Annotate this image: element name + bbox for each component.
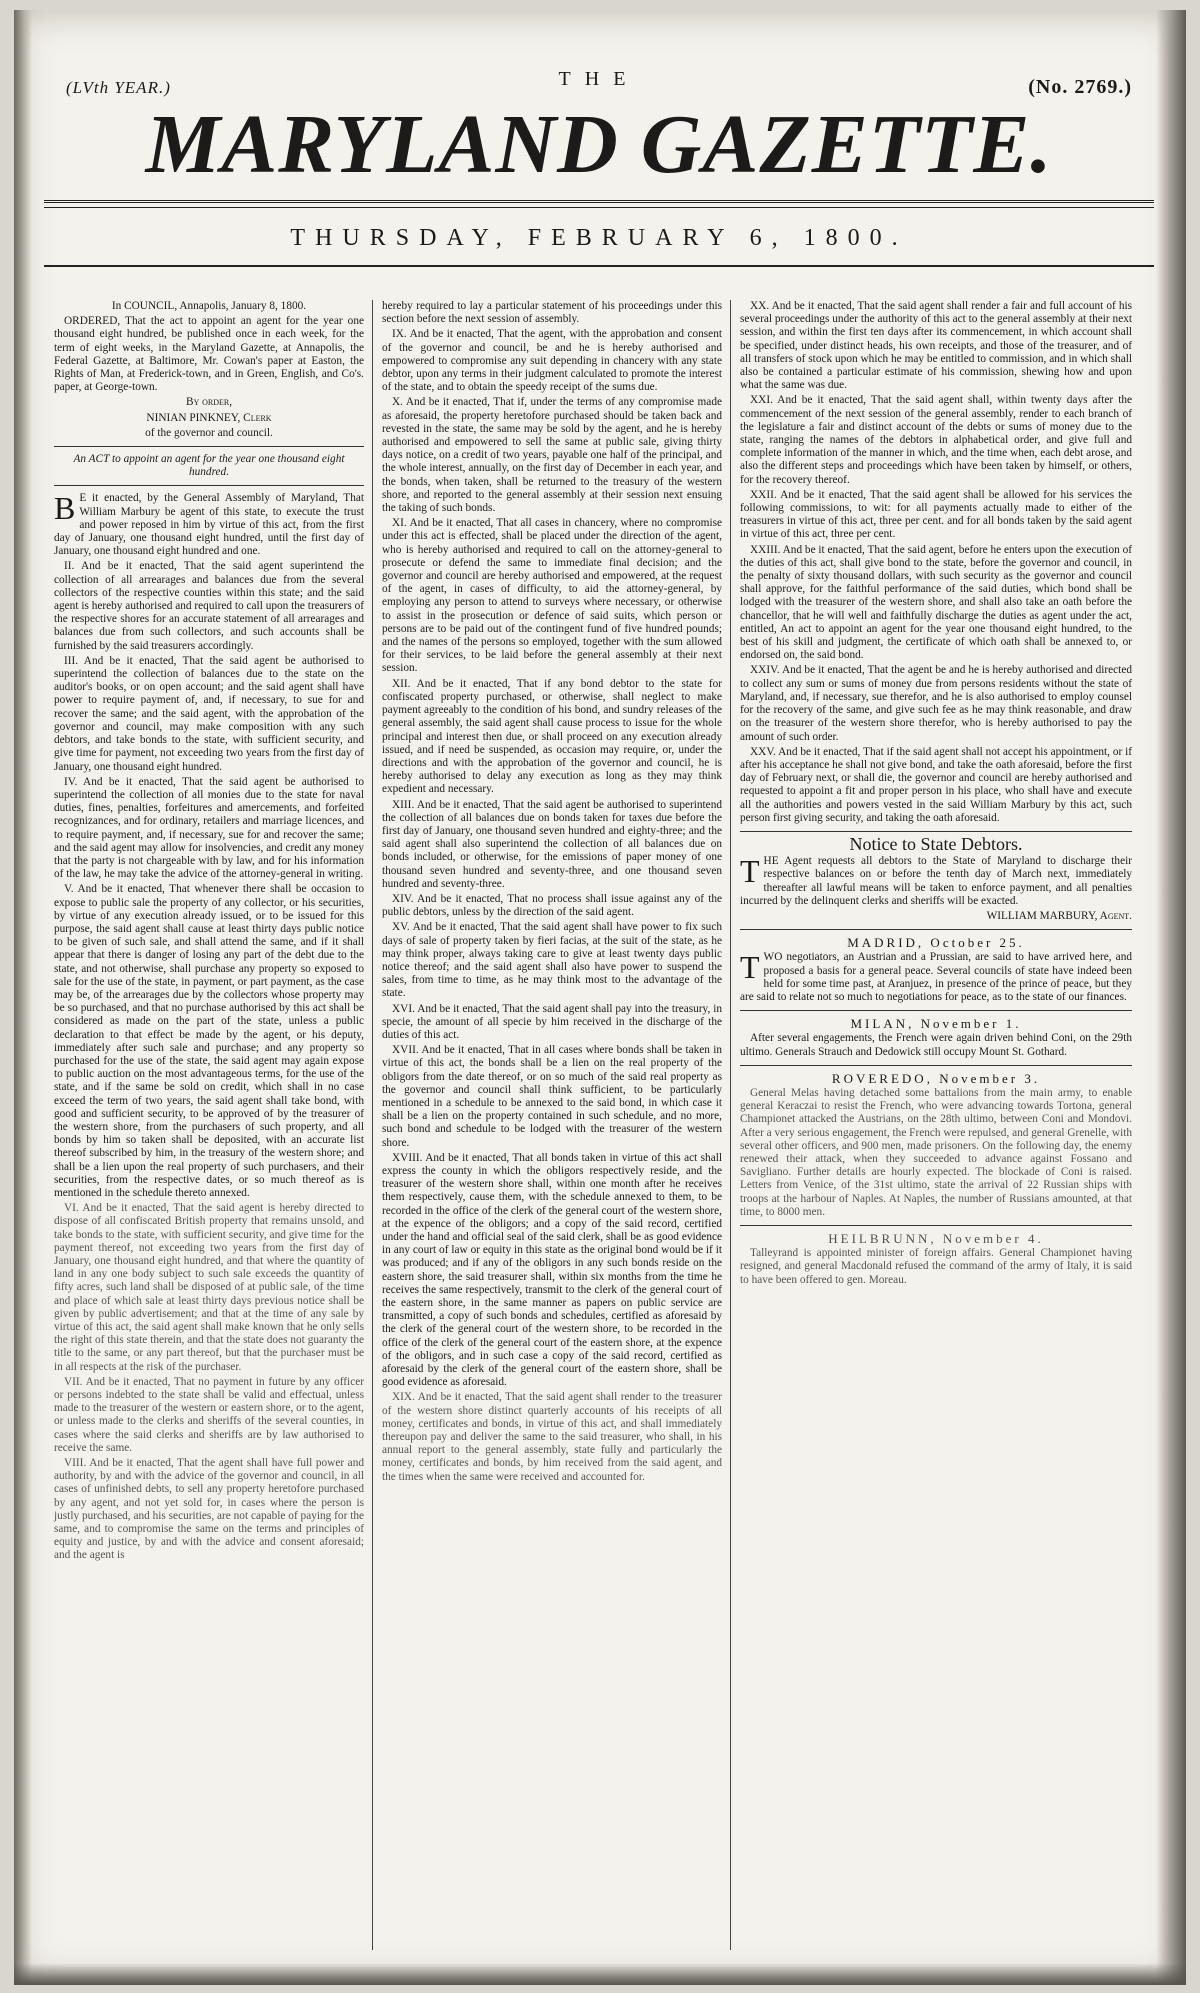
- act-section-6: VI. And be it enacted, That the said agent is hereby directed to dispose of all confiscated British property that remains unsold, and take bonds to the state, with sufficient security, and give time for the payment thereof, not exceeding two years from the first day of January, one thousand eight hundred, and that where the quantity of land in any one body subject to such sale exceeds the quantity of fifty acres, such land shall be disposed of at public sale, of the time and place of which sale at least thirty days previous notice shall be given by public advertisement; and that at the time of any sale by virtue of this act, the said agent shall make known that he only sells the right of this state therein, and that the state does not guaranty the title to the same, or any part thereof, but that the purchaser must be in all respects at the risk of the purchaser.: [54, 1202, 364, 1373]
- act-title: An ACT to appoint an agent for the year one thousand eight hundred.: [73, 453, 345, 479]
- act-section-20: XX. And be it enacted, That the said agent shall render a fair and full account of his several proceedings under the authority of this act to the general assembly at their next session, and within the first ten days after its commencement, in which account shall be specified, under distinct heads, his own receipts, and those of the treasurer, and of all transfers of stock upon which he may be entitled to commission, and in which shall also be contained a particular estimate of his commission, shewing how and upon what the same was due.: [740, 300, 1132, 392]
- act-section-4: IV. And be it enacted, That the said agent be authorised to superintend the collection of all monies due to the state for naval duties, fines, penalties, forfeitures and amercements, and forfeited recognizances, and for ordinary, retailers and marriage licences, and to require payment, and, if necessary, sue for and recover the same; and the said agent may allow for insolvencies, and credit any money that the party is not chargeable with by law, and for his information of the law, he may take the advice of the attorney-general in writing.: [54, 775, 364, 881]
- section-continuation: hereby required to lay a particular statement of his proceedings under this section before the next session of assembly.: [382, 300, 722, 326]
- act-section-24: XXIV. And be it enacted, That the agent be and he is hereby authorised and directed to collect any sum or sums of money due from persons residents without the state of Maryland, and, if necessary, sue therefor, and he is also authorised to employ counsel for the recovery of the same, and give such fee as he may think reasonable, and draw on the treasurer of the western shore therefor, who is hereby authorised to pay the amount of such order.: [740, 664, 1132, 743]
- act-section-18: XVIII. And be it enacted, That all bonds taken in virtue of this act shall express the county in which the obligors respectively reside, and the treasurer of the western shore shall, within one month after he receives them respectively, cause them, with the schedule annexed to them, to be recorded in the office of the clerk of the general court of the western shore, at the expence of the obligors; and a copy of the said record, certified under the hand and official seal of the said clerk, shall be as good evidence in any court of law or equity in this state as the original bond would be if it was produced; and if any of the obligors in any such bonds reside on the eastern shore, the said treasurer shall, within six months from the time he receives the same respectively, transmit to the clerk of the general court of the eastern shore, in the same manner as papers on public service are transmitted, a copy of such bonds and schedules, certified as aforesaid by the clerk of the general court of the western shore, to be recorded in the office of the clerk of the general court of the eastern shore, at the expence of the obligors, and in such case a copy of the said record, certified as aforesaid by the clerk of the general court of the eastern shore, shall be good evidence as aforesaid.: [382, 1151, 722, 1389]
- council-heading: In COUNCIL, Annapolis, January 8, 1800.: [111, 300, 307, 312]
- drop-cap: B: [54, 490, 76, 527]
- act-section-13: XIII. And be it enacted, That the said agent be authorised to superintend the collection of all balances due on bonds taken for taxes due before the first day of January, one thousand seven hundred and eighty-three; and the said agent shall also superintend the collection of all balances due on bonds included, or otherwise, for the emissions of paper money of one thousand seven hundred and seventy-three, and one thousand seven hundred and seventy-three.: [382, 798, 722, 890]
- dateline-roveredo: ROVEREDO, November 3.: [831, 1070, 1041, 1086]
- masthead-the: THE: [558, 68, 640, 90]
- masthead-rule: [44, 265, 1154, 267]
- act-section-5: V. And be it enacted, That whenever there shall be occasion to expose to public sale the property of any collector, or his securities, by virtue of any execution already issued, or to be issued for this purpose, the said agent shall cause at least thirty days public notice to be given of such sale, and shall attend the same, and if it shall appear that there is danger of losing any part of the debt due to the state, and not otherwise, shall purchase any property so exposed to sale for the use of the state, in payment, or part payment, as the case may be, of the arrearages due by the collectors whose property may be so purchased, and that no purchase authorised by this act shall be considered as made on the part of the state, unless a public declaration to that effect be made by the agent, or his deputy, immediately after such sale and purchase; and any property so purchased for the use of the state, the said agent may again expose to public auction on the most advantageous terms, for the use of the state, and if the same be sold on credit, which shall in no case exceed the term of two years, the said agent shall take bond, with good and sufficient security, to be approved of by the treasurer of the western shore, from the purchasers of such property, and all bonds by him so taken shall be deposited, with an accurate list thereof subscribed by him, in the treasury of the western shore; and shall be a lien upon the real property of such purchasers, and their securities, from the respective dates, or so much thereof as is mentioned in the schedule thereto annexed.: [54, 883, 364, 1199]
- act-section-16: XVI. And be it enacted, That the said agent shall pay into the treasury, in specie, the amount of all specie by him received in the discharge of the duties of this act.: [382, 1002, 722, 1041]
- page-shadow-right: [1156, 10, 1186, 1985]
- dateline-milan: MILAN, November 1.: [850, 1016, 1022, 1032]
- act-section-9: IX. And be it enacted, That the agent, with the approbation and consent of the governor and council, be and he is hereby authorised and empowered to compromise any suit depending in chancery with any state debtor, upon any terms in their judgment calculated to promote the interest of the state, and to obtain the speedy receipt of the sums due.: [382, 328, 722, 394]
- divider: [740, 831, 1132, 832]
- council-order: ORDERED, That the act to appoint an agent for the year one thousand eight hundred, be published once in each week, for the term of eight weeks, in the Maryland Gazette, at Annapolis, the Federal Gazette, at Baltimore, Mr. Cowan's paper at Easton, the Rights of Man, at Frederick-town, and in Green, English, and Co's. paper, at George-town.: [54, 315, 364, 394]
- act-section-22: XXII. And be it enacted, That the said agent shall be allowed for his services the following commissions, to wit: for all payments actually made to either of the treasurers in virtue of this act, three per cent. and for all bonds taken by the said agent in virtue of this act, three per cent.: [740, 488, 1132, 541]
- news-text: WO negotiators, an Austrian and a Prussian, are said to have arrived here, and proposed a basis for a general peace. Several councils of state have indeed been held for some time past, at Aranjuez, in presence of the prince of peace, but they are said to relate not so much to negotiations for peace, as to the state of our finances.: [740, 951, 1132, 1003]
- act-section-17: XVII. And be it enacted, That in all cases where bonds shall be taken in virtue of this act, the bonds shall be a lien on the real property of the obligors from the date thereof, or on so much of the said real property as the governor and council shall think sufficient, to be particularly mentioned in a schedule to be annexed to the said bond, in which case it shall be a lien on the property contained in such schedule, and no more, such bond and schedule to be lodged with the treasurer of the western shore.: [382, 1044, 722, 1149]
- act-section-7: VII. And be it enacted, That no payment in future by any officer or persons indebted to the state shall be valid and effectual, unless made to the treasurer of the western or eastern shore, or to the agent, or unless made to the clerks and sheriffs of the several counties, in cases where the said clerks and sheriffs are by law authorised to receive the same.: [54, 1375, 364, 1454]
- newspaper-page: [14, 10, 1186, 1985]
- notice-body: [740, 855, 1132, 908]
- act-section-3: III. And be it enacted, That the said agent be authorised to superintend the collection of balances due to the state on the auditor's books, or on open account; and the said agent shall have power to require payment of, and, if necessary, to sue for and recover the same; and the said agent, with the approbation of the governor and council, may make composition with any such debtors, and take bonds to the state, with sufficient security, and give time for payment, not exceeding two years from the first day of January, one thousand eight hundred.: [54, 654, 364, 773]
- clerk-signature: NINIAN PINKNEY, Clerk: [146, 411, 272, 424]
- act-section-15: XV. And be it enacted, That the said agent shall have power to fix such days of sale of property taken by fieri facias, at the suit of the state, as he may think proper, always taking care to give at least twenty days public notice thereof; and the said agent shall also have power to suspend the sales, from time to time, as he may think most to the advantage of the state.: [382, 921, 722, 1000]
- act-section-19: XIX. And be it enacted, That the said agent shall render to the treasurer of the western shore distinct quarterly accounts of his receipts of all money, certificates and bonds, in virtue of this act, and shall immediately thereupon pay and deliver the same to the said treasurer, who shall, in his annual report to the general assembly, state fully and particularly the money, certificates and bonds, by him received from the said agent, and the times when the same were received and accounted for.: [382, 1391, 722, 1483]
- section-text: E it enacted, by the General Assembly of Maryland, That William Marbury be agent of this state, to execute the trust and power reposed in him by virtue of this act, from the first day of January, one thousand eight hundred, until the first day of January, one thousand eight hundred and one.: [54, 492, 364, 558]
- column-2: [382, 300, 722, 1950]
- act-section-21: XXI. And be it enacted, That the said agent shall, within twenty days after the commencement of the next session of the general assembly, render to each branch of the legislature a fair and distinct account of the debts or sums of money due to the state, ranging the names of the debtors in alphabetical order, and give full and complete information of the manner in which, and the time when, each debt arose, and also the different steps and proceedings which have been taken by himself, or others, for the recovery thereof.: [740, 394, 1132, 486]
- column-divider: [372, 300, 373, 1950]
- divider: [740, 929, 1132, 930]
- act-section-14: XIV. And be it enacted, That no process shall issue against any of the public debtors, unless by the direction of the said agent.: [382, 892, 722, 919]
- drop-cap: T: [740, 853, 760, 890]
- issue-number: (No. 2769.): [1028, 76, 1132, 98]
- column-3: [740, 300, 1132, 1950]
- drop-cap: T: [740, 949, 760, 986]
- volume-year: (LVth YEAR.): [66, 78, 171, 97]
- act-section-1: [54, 492, 364, 558]
- newspaper-title: MARYLAND GAZETTE.: [145, 98, 1053, 191]
- clerk-role: of the governor and council.: [145, 426, 273, 439]
- news-roveredo: General Melas having detached some battalions from the main army, to enable general Keraczai to resist the French, who were advancing towards Tortona, general Championet attacked the Austrians, on the 28th ultimo, between Coni and Mondovi. After a very serious engagement, the French were repulsed, and general Grenelle, with several other officers, and 900 men, made prisoners. On the following day, the enemy renewed their attack, when they succeeded to advance against Fossano and Savigliano. Further details are hourly expected. The blockade of Coni is raised. Letters from Venice, of the 31st ultimo, state the arrival of 22 Russian ships with troops at the harbour of Naples. At Naples, the number of Russians amounted, at that time, to 8000 men.: [740, 1086, 1132, 1218]
- news-milan: After several engagements, the French were again driven behind Coni, on the 29th ultimo. Generals Strauch and Dedowick still occupy Mount St. Gothard.: [740, 1032, 1132, 1058]
- page-shadow-bottom: [14, 1963, 1186, 1985]
- notice-signature: WILLIAM MARBURY, Agent.: [986, 909, 1132, 922]
- divider: [54, 446, 364, 447]
- dateline-madrid: MADRID, October 25.: [847, 935, 1025, 951]
- divider: [740, 1225, 1132, 1226]
- act-section-2: II. And be it enacted, That the said agent superintend the collection of all arrearages and balances due from the several collectors of the respective counties within this state; and the said agent is hereby authorised and required to call upon the treasurers of the respective shores for an accurate statement of all arrearages and balances due from such collectors, and such accounts shall be furnished by the said treasurers accordingly.: [54, 560, 364, 652]
- news-madrid: [740, 951, 1132, 1004]
- column-1: [54, 300, 364, 1950]
- divider: [740, 1010, 1132, 1011]
- act-section-25: XXV. And be it enacted, That if the said agent shall not accept his appointment, or if after his acceptance he shall not give bond, and take the oath aforesaid, before the first day of February next, or shall die, the governor and council are hereby authorised and requested to appoint a fit and proper person in his place, who shall have and execute all the authorities and powers vested in the said William Marbury by this act, such person first giving security, and taking the oath aforesaid.: [740, 745, 1132, 824]
- notice-text: HE Agent requests all debtors to the State of Maryland to discharge their respective balances on or before the tenth day of March next, immediately thereafter all lawful means will be taken to enforce payment, and all penalties incurred by the delinquent clerks and sheriffs will be exacted.: [740, 855, 1132, 907]
- divider: [740, 1065, 1132, 1066]
- act-section-11: XI. And be it enacted, That all cases in chancery, where no compromise under this act is effected, shall be placed under the direction of the agent, who is hereby authorised and required to call on the attorney-general to prosecute or defend the same to immediate final decision; and the governor and council are hereby authorised and empowered, at the request of the agent, in cases of difficulty, to aid the attorney-general, by employing any person to attend to surveys where necessary, or otherwise to assist in the prosecution or defence of said suits, which person or persons are to be paid out of the contingent fund of five hundred pounds; and the names of the persons so employed, together with the sum allowed for their services, to be laid before the general assembly at their next session.: [382, 517, 722, 675]
- masthead: [44, 50, 1154, 270]
- act-section-23: XXIII. And be it enacted, That the said agent, before he enters upon the execution of the duties of this act, shall give bond to the state, before the governor and council, in the penalty of sixty thousand dollars, with such security as the governor and council shall approve, for the faithful performance of the said duties, which bond shall be lodged with the treasurer of the western shore, and shall also take an oath before the chancellor, that he will well and faithfully discharge the duties as agent under the act, entitled, An act to appoint an agent for the year one thousand eight hundred, to the best of his skill and judgment, the certificate of which oath shall be annexed to, or endorsed on, the said bond.: [740, 543, 1132, 662]
- act-section-12: XII. And be it enacted, That if any bond debtor to the state for confiscated property purchased, or otherwise, shall neglect to make payment agreeably to the condition of his bond, and sundry releases of the general assembly, the said agent shall cause process to issue for the whole principal and interest then due, or shall proceed on any execution already issued, and if need be suspended, as occasion may require, or, under the directions and with the approbation of the governor and council, he is hereby authorised to delay any execution as long as they may think expedient and necessary.: [382, 677, 722, 796]
- act-section-10: X. And be it enacted, That if, under the terms of any compromise made as aforesaid, the property heretofore purchased should be taken back and revested in the state, the same may be sold by the agent, and he is hereby authorised and empowered to sell the same at public sale, giving thirty days notice, on a credit of two years, payable one half of the principal, and the whole interest, annually, on the first day of December in each year, and the bonds, when taken, shall be returned to the treasury of the western shore, and reported to the general assembly at their session next ensuing the taking of such bonds.: [382, 396, 722, 515]
- news-heilbrunn: Talleyrand is appointed minister of foreign affairs. General Championet having resigned, and general Macdonald refused the command of the army of Italy, it is said to have been offered to gen. Moreau.: [740, 1247, 1132, 1286]
- masthead-rule: [44, 200, 1154, 203]
- masthead-rule: [44, 207, 1154, 208]
- by-order: By order,: [185, 396, 233, 409]
- notice-heading: Notice to State Debtors.: [849, 833, 1023, 854]
- issue-date: THURSDAY, FEBRUARY 6, 1800.: [290, 225, 908, 251]
- dateline-heilbrunn: HEILBRUNN, November 4.: [828, 1231, 1044, 1246]
- act-section-8: VIII. And be it enacted, That the agent shall have full power and authority, by and with the advice of the governor and council, in all cases of unfinished debts, to sell any property heretofore purchased by any agent, and not yet sold for, in cases where the person is justly purchased, and his securities, are not capable of paying for the same, and to compromise the same on the terms and principles of equity and justice, by and with the advice and consent aforesaid; and the agent is: [54, 1457, 364, 1562]
- page-shadow-left: [14, 10, 32, 1985]
- column-divider: [730, 300, 731, 1950]
- divider: [54, 485, 364, 486]
